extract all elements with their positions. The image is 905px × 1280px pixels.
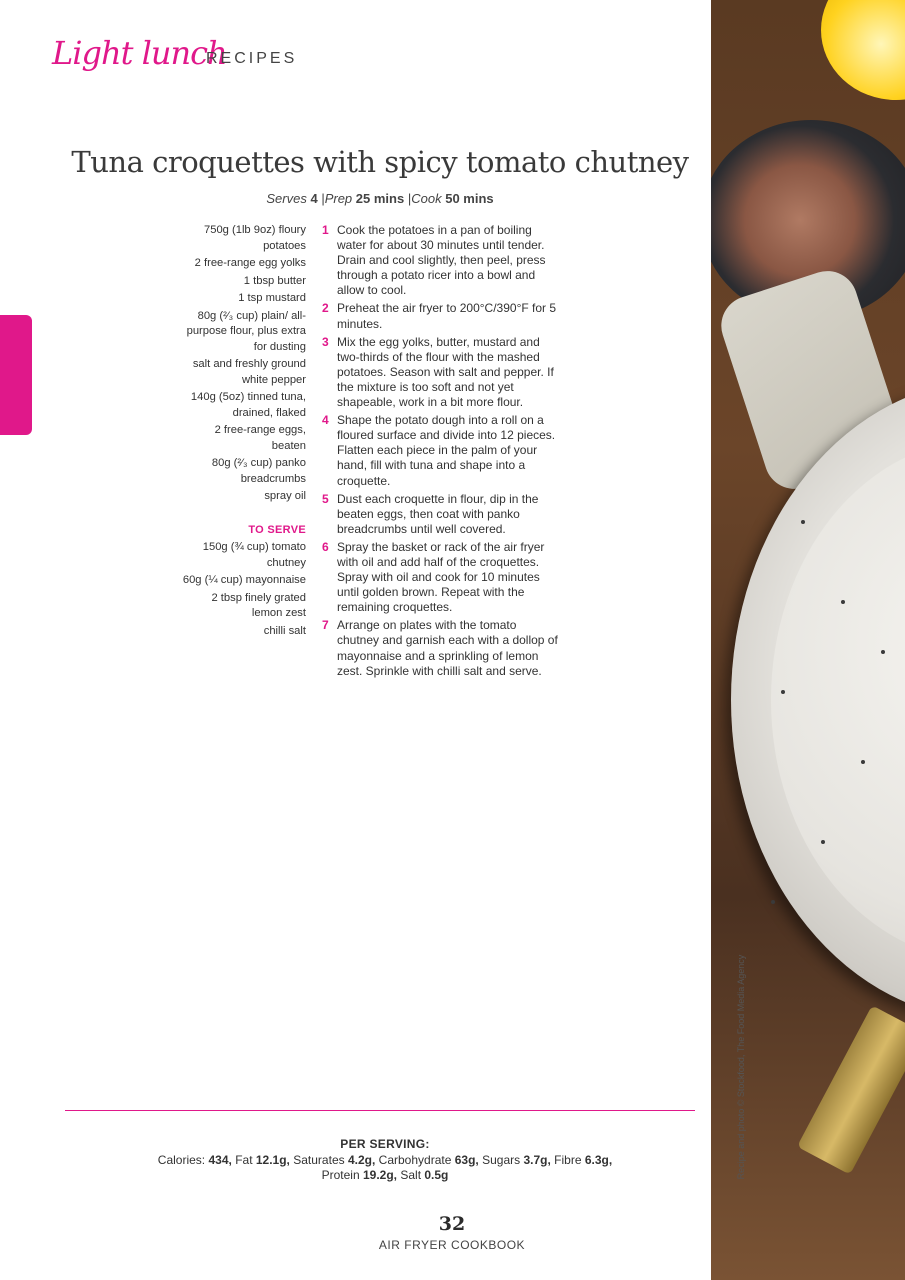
- step-number: 3: [322, 334, 329, 349]
- saturates-value: 4.2g,: [347, 1153, 376, 1167]
- ingredient-item: 2 free-range eggs, beaten: [214, 424, 306, 452]
- to-serve-item: 2 tbsp finely grated lemon zest: [211, 591, 306, 619]
- fork-handle: [797, 1005, 905, 1174]
- recipe-meta: [60, 191, 700, 206]
- calories-label: Calories:: [157, 1153, 206, 1167]
- step-number: 1: [322, 223, 329, 237]
- step-text: Shape the potato dough into a roll on a floured surface and divide into 12 pieces. Flatten each piece in the palm of your hand, fill with tuna and shape into a croquette.: [337, 413, 556, 488]
- nutrition-line-2: [60, 1168, 710, 1183]
- fibre-value: 6.3g,: [584, 1153, 613, 1167]
- ingredient-item: 140g (5oz) tinned tuna, drained, flaked: [190, 391, 306, 419]
- cook-value: 50 mins: [445, 191, 494, 206]
- method-step: [322, 540, 558, 615]
- to-serve-item: 150g (¾ cup) tomato chutney: [202, 541, 306, 569]
- nutrition-heading: PER SERVING:: [340, 1137, 430, 1151]
- step-number: 7: [322, 618, 329, 633]
- speckle: [881, 650, 885, 654]
- step-text: Mix the egg yolks, butter, mustard and two-thirds of the flour with the mashed potatoes. Season with salt and pepper. If the mixture is too soft and not yet shapeable, work in a bit more flour.: [337, 334, 554, 410]
- nutrition-line-1: [60, 1153, 710, 1168]
- section-tab: [0, 315, 32, 435]
- salt-value: 0.5g: [424, 1168, 449, 1182]
- serves-label: Serves: [266, 191, 307, 206]
- ingredient-item: 80g (²⁄₃ cup) panko breadcrumbs: [211, 457, 306, 485]
- photo-credit: Recipe and photo © Stockfood, The Food Media Agency: [736, 954, 746, 1180]
- method-step: [322, 335, 558, 410]
- step-text: Cook the potatoes in a pan of boiling water for about 30 minutes until tender. Drain and cool slightly, then peel, press through a potato ricer into a bowl and allow to cool.: [337, 223, 546, 298]
- saturates-label: Saturates: [293, 1153, 345, 1167]
- recipe-title: Tuna croquettes with spicy tomato chutney: [71, 145, 689, 179]
- speckle: [861, 760, 865, 764]
- fat-label: Fat: [235, 1153, 253, 1167]
- serves-value: 4: [310, 191, 318, 206]
- sugars-label: Sugars: [482, 1153, 521, 1167]
- method-steps: [322, 223, 558, 682]
- ingredient-item: 750g (1lb 9oz) floury potatoes: [204, 224, 306, 252]
- divider-line: [65, 1110, 695, 1111]
- fibre-label: Fibre: [554, 1153, 582, 1167]
- salt-label: Salt: [400, 1168, 422, 1182]
- step-text: Preheat the air fryer to 200°C/390°F for 5 minutes.: [337, 301, 557, 331]
- ingredient-item: 80g (²⁄₃ cup) plain/ all-purpose flour, plus extra for dusting: [186, 309, 306, 353]
- protein-label: Protein: [321, 1168, 360, 1182]
- brand-script-logo: Light lunch: [52, 34, 227, 72]
- method-step: [322, 413, 558, 488]
- ingredient-item: 1 tsp mustard: [238, 292, 306, 304]
- ingredients-list: [180, 223, 306, 641]
- method-step: [322, 223, 558, 298]
- carbohydrate-value: 63g,: [454, 1153, 479, 1167]
- ingredient-item: spray oil: [264, 490, 306, 502]
- sugars-value: 3.7g,: [523, 1153, 551, 1167]
- protein-value: 19.2g,: [362, 1168, 397, 1182]
- step-number: 6: [322, 539, 329, 554]
- page-number: 32: [438, 1213, 466, 1235]
- step-number: 4: [322, 413, 329, 428]
- prep-value: 25 mins: [355, 191, 405, 206]
- step-text: Spray the basket or rack of the air fryer with oil and add half of the croquettes. Spray with oil and cook for 10 minutes until golden brown. Repeat with the remaining croquettes.: [337, 539, 545, 615]
- book-title: AIR FRYER COOKBOOK: [378, 1238, 526, 1252]
- meta-separator: |: [407, 191, 412, 206]
- nutrition-info: [60, 1137, 710, 1183]
- prep-label: Prep: [324, 191, 353, 206]
- ingredient-item: 2 free-range egg yolks: [194, 257, 306, 269]
- speckle: [841, 600, 845, 604]
- to-serve-item: 60g (¼ cup) mayonnaise: [182, 574, 306, 586]
- speckle: [821, 840, 825, 844]
- step-text: Arrange on plates with the tomato chutney and garnish each with a dollop of mayonnaise and a sprinkling of lemon zest. Sprinkle with chilli salt and serve.: [337, 618, 558, 678]
- method-step: [322, 618, 558, 678]
- method-step: [322, 301, 558, 331]
- ingredient-item: 1 tbsp butter: [243, 274, 306, 287]
- step-text: Dust each croquette in flour, dip in the beaten eggs, then coat with panko breadcrumbs until well covered.: [337, 491, 539, 536]
- method-step: [322, 492, 558, 537]
- carbohydrate-label: Carbohydrate: [378, 1153, 452, 1167]
- cook-label: Cook: [411, 191, 442, 206]
- to-serve-heading: TO SERVE: [248, 523, 306, 536]
- brand-caps-label: RECIPES: [206, 50, 298, 67]
- ingredient-item: salt and freshly ground white pepper: [192, 358, 306, 386]
- step-number: 5: [322, 491, 329, 506]
- speckle: [801, 520, 805, 524]
- step-number: 2: [322, 301, 329, 316]
- to-serve-item: chilli salt: [263, 624, 306, 637]
- meta-separator: |: [321, 191, 325, 206]
- lemon-bowl: [821, 0, 905, 100]
- calories-value: 434,: [208, 1153, 232, 1167]
- speckle: [771, 900, 775, 904]
- fat-value: 12.1g,: [255, 1153, 290, 1167]
- speckle: [781, 690, 785, 694]
